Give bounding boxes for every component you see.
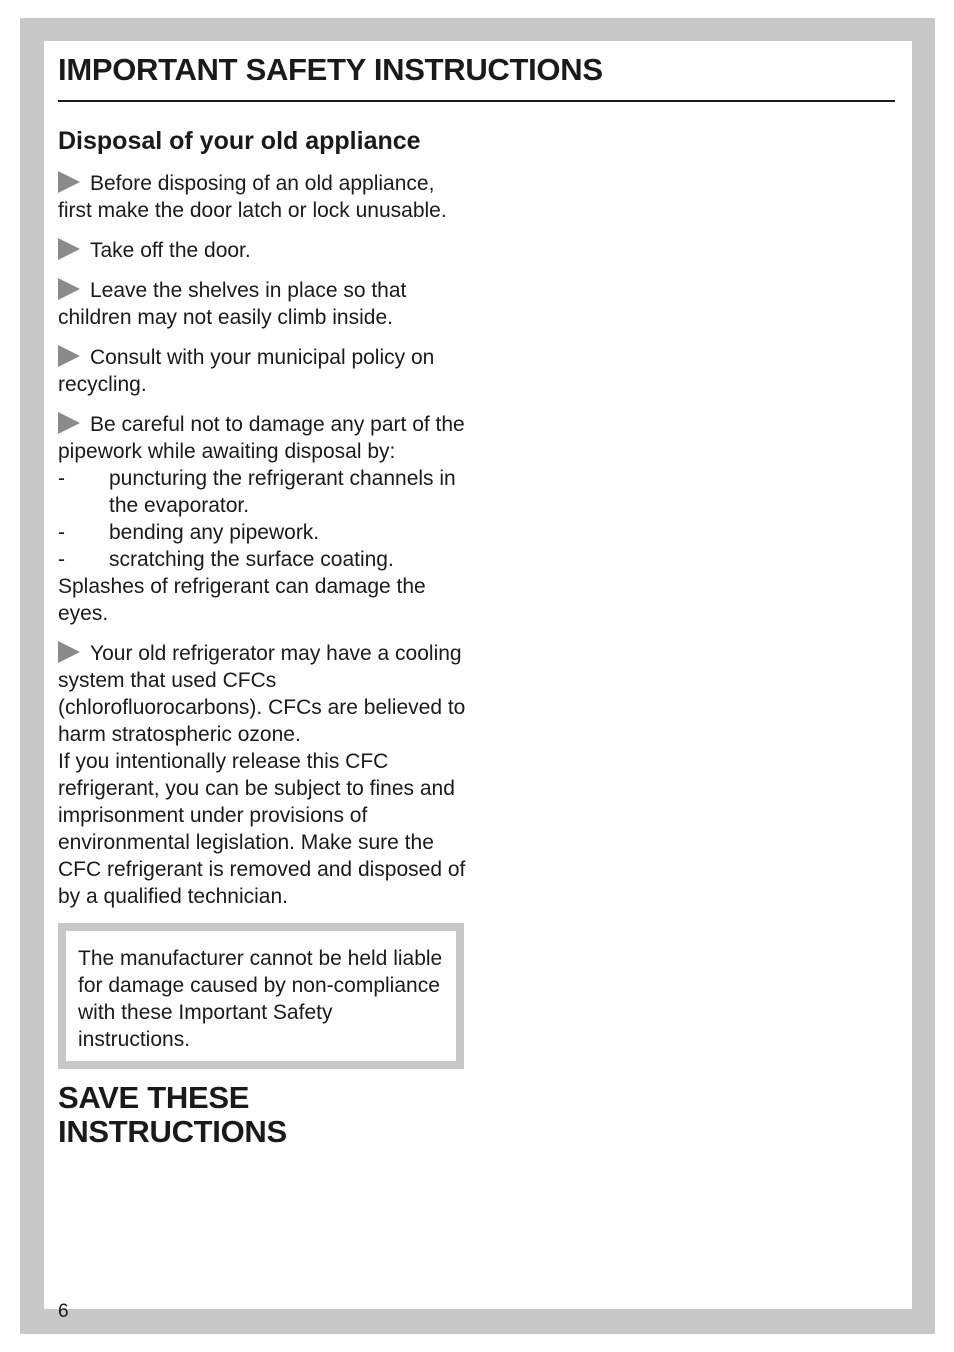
instruction-item [58, 640, 468, 910]
instruction-text: Before disposing of an old appliance, first make the door latch or lock unusable. [58, 172, 447, 222]
instruction-item [58, 170, 468, 224]
instruction-text: Leave the shelves in place so that children may not easily climb inside. [58, 279, 407, 329]
triangle-bullet-icon [58, 412, 80, 434]
triangle-bullet-icon [58, 345, 80, 367]
instruction-text: Consult with your municipal policy on recycling. [58, 346, 435, 396]
sub-list-text: scratching the surface coating. [109, 548, 394, 571]
sub-list-item [58, 519, 468, 546]
instruction-text: Be careful not to damage any part of the pipework while awaiting disposal by: [58, 413, 465, 463]
content-column [58, 124, 468, 1149]
instruction-item [58, 277, 468, 331]
instruction-text: Take off the door. [90, 239, 251, 262]
triangle-bullet-icon [58, 641, 80, 663]
sub-list-item [58, 465, 468, 519]
dash-marker: - [58, 467, 65, 490]
sub-list-text: puncturing the refrigerant channels in the evaporator. [109, 467, 456, 517]
triangle-bullet-icon [58, 278, 80, 300]
dash-marker: - [58, 521, 65, 544]
liability-notice-text: The manufacturer cannot be held liable for damage caused by non-compliance with these Important Safety instructions. [66, 931, 456, 1061]
liability-notice-box [58, 923, 464, 1069]
triangle-bullet-icon [58, 171, 80, 193]
warning-text: Splashes of refrigerant can damage the eyes. [58, 575, 426, 625]
page-title: IMPORTANT SAFETY INSTRUCTIONS [58, 52, 603, 87]
instruction-item [58, 411, 468, 627]
sub-list-text: bending any pipework. [109, 521, 320, 544]
page-number: 6 [58, 1301, 69, 1322]
instruction-text: Your old refrigerator may have a cooling system that used CFCs (chlorofluorocarbons). CFCs are believed to harm stratospheric ozone. [58, 642, 466, 746]
instruction-item [58, 237, 468, 264]
legal-text: If you intentionally release this CFC refrigerant, you can be subject to fines and imprisonment under provisions of environmental legislation. Make sure the CFC refrigerant is removed and disposed of by a qualified technician. [58, 750, 466, 908]
triangle-bullet-icon [58, 238, 80, 260]
save-instructions-title: SAVE THESE INSTRUCTIONS [58, 1080, 287, 1149]
dash-marker: - [58, 548, 65, 571]
section-title: Disposal of your old appliance [58, 127, 421, 155]
sub-list-item [58, 546, 468, 573]
page-header [58, 52, 895, 102]
instruction-item [58, 344, 468, 398]
